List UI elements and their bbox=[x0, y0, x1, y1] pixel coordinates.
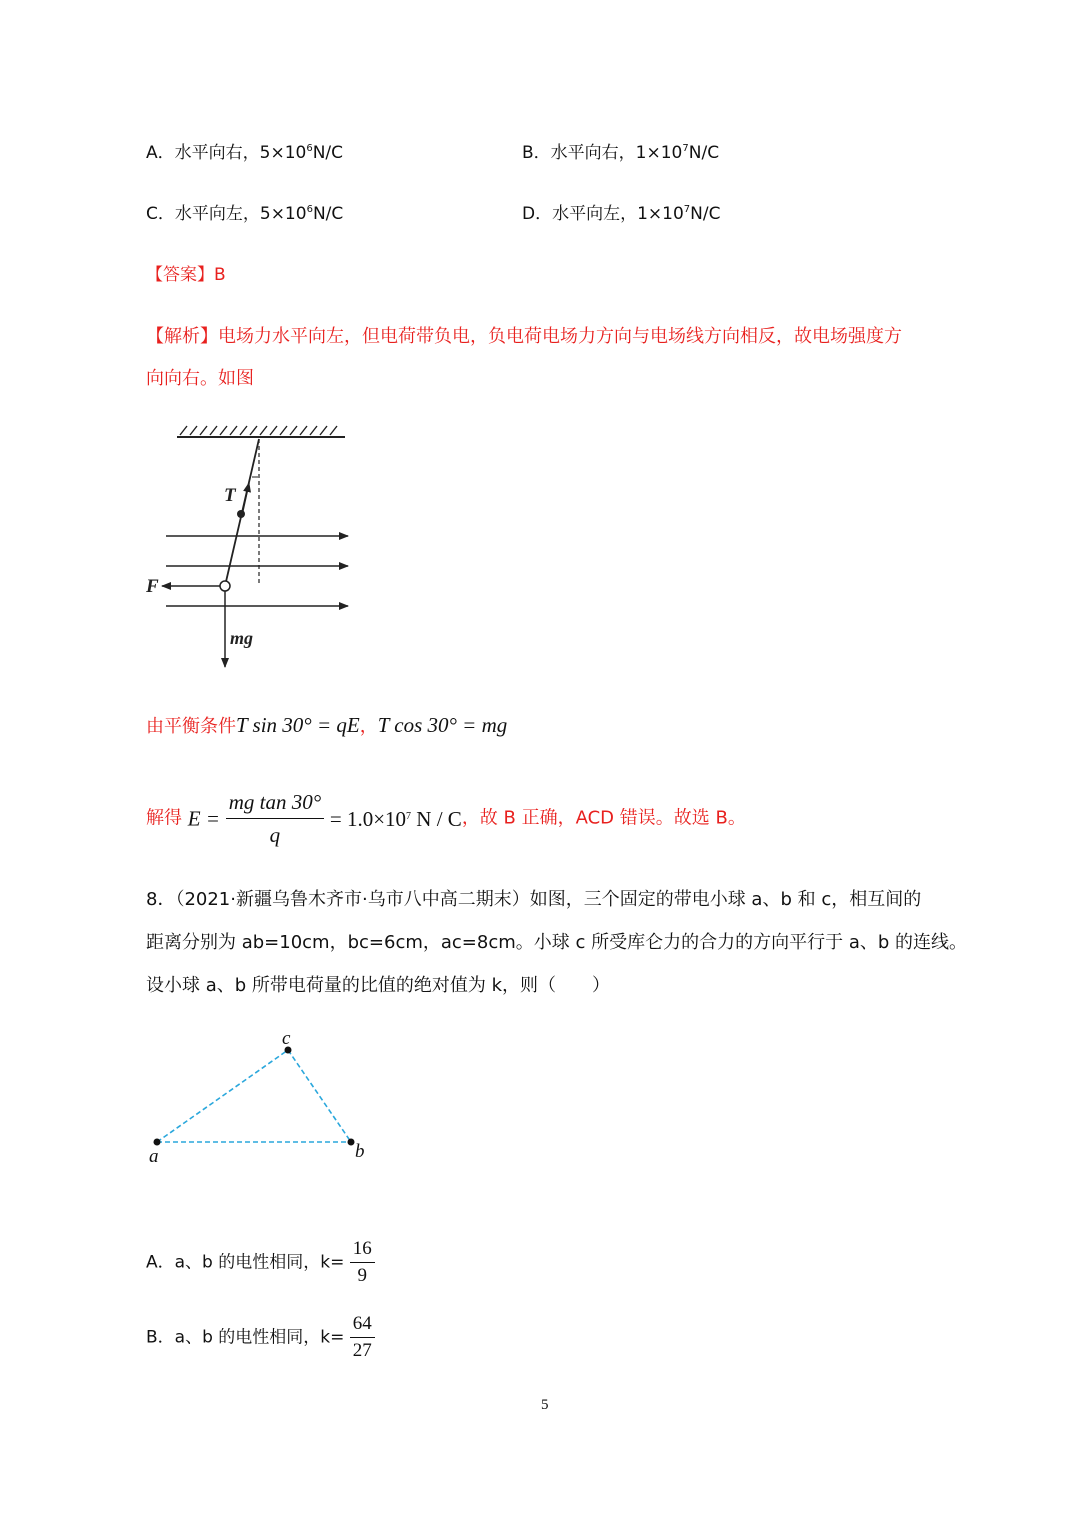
option-a: A．水平向右，$5\times 10^6N/C$ bbox=[146, 143, 344, 163]
point-b bbox=[348, 1139, 355, 1146]
label-c: c bbox=[282, 1028, 291, 1049]
page-number: 5 bbox=[541, 1397, 549, 1413]
option-b: B．水平向右，$1\times 10^7N/C$ bbox=[522, 143, 720, 163]
label-f: F bbox=[146, 576, 159, 597]
label-mg: mg bbox=[230, 628, 254, 648]
analysis-line-1: 【解析】电场力水平向左，但电荷带负电，负电荷电场力方向与电场线方向相反，故电场强度方 bbox=[146, 326, 902, 347]
charged-ball bbox=[220, 581, 230, 591]
label-t: T bbox=[224, 485, 236, 506]
answer-line: 【答案】B bbox=[146, 265, 226, 285]
ceiling-hatch bbox=[180, 426, 337, 435]
midpoint-dot bbox=[237, 510, 245, 518]
q8-option-a-fraction: $\frac{16}{9}$ bbox=[350, 1238, 375, 1287]
q8-option-b: B．a、b 的电性相同，k= $\frac{64}{27}$ bbox=[146, 1313, 375, 1362]
solution-fraction: $\frac{\text{mg tan 30°}}{q}$ bbox=[226, 788, 324, 849]
tension-arrow bbox=[242, 483, 249, 515]
q8-stem-line-3: 设小球 a、b 所带电荷量的比值的绝对值为 k，则（ ） bbox=[146, 975, 611, 996]
label-b: b bbox=[355, 1141, 365, 1162]
solution-equation: 解得 E = $\frac{\text{mg tan 30°}}{q}$ = $1.0\times 10^7$ N / C，故 B 正确，ACD 错误。故选 B。 bbox=[146, 790, 746, 847]
edge-cb bbox=[288, 1050, 351, 1142]
equilibrium-equation: 由平衡条件T sin 30° = qE，T cos 30° = mg bbox=[146, 713, 508, 737]
q8-stem-line-1: 8．（2021·新疆乌鲁木齐市·乌市八中高二期末）如图，三个固定的带电小球 a、b 和 c，相互间的 bbox=[146, 889, 922, 910]
label-a: a bbox=[149, 1146, 159, 1167]
option-d: D．水平向左，$1\times 10^7N/C$ bbox=[522, 204, 721, 224]
q8-stem-line-2: 距离分别为 ab=10cm，bc=6cm，ac=8cm。小球 c 所受库仑力的合力的方向平行于 a、b 的连线。 bbox=[146, 932, 968, 953]
pendulum-figure bbox=[140, 415, 360, 675]
point-a bbox=[154, 1139, 161, 1146]
edge-ac bbox=[157, 1050, 288, 1142]
analysis-line-2: 向向右。如图 bbox=[146, 368, 254, 389]
triangle-figure bbox=[140, 1025, 380, 1170]
q8-option-a: A．a、b 的电性相同，k= $\frac{16}{9}$ bbox=[146, 1238, 375, 1287]
option-c: C．水平向左，$5\times 10^6N/C$ bbox=[146, 204, 344, 224]
q8-option-b-fraction: $\frac{64}{27}$ bbox=[350, 1313, 375, 1362]
